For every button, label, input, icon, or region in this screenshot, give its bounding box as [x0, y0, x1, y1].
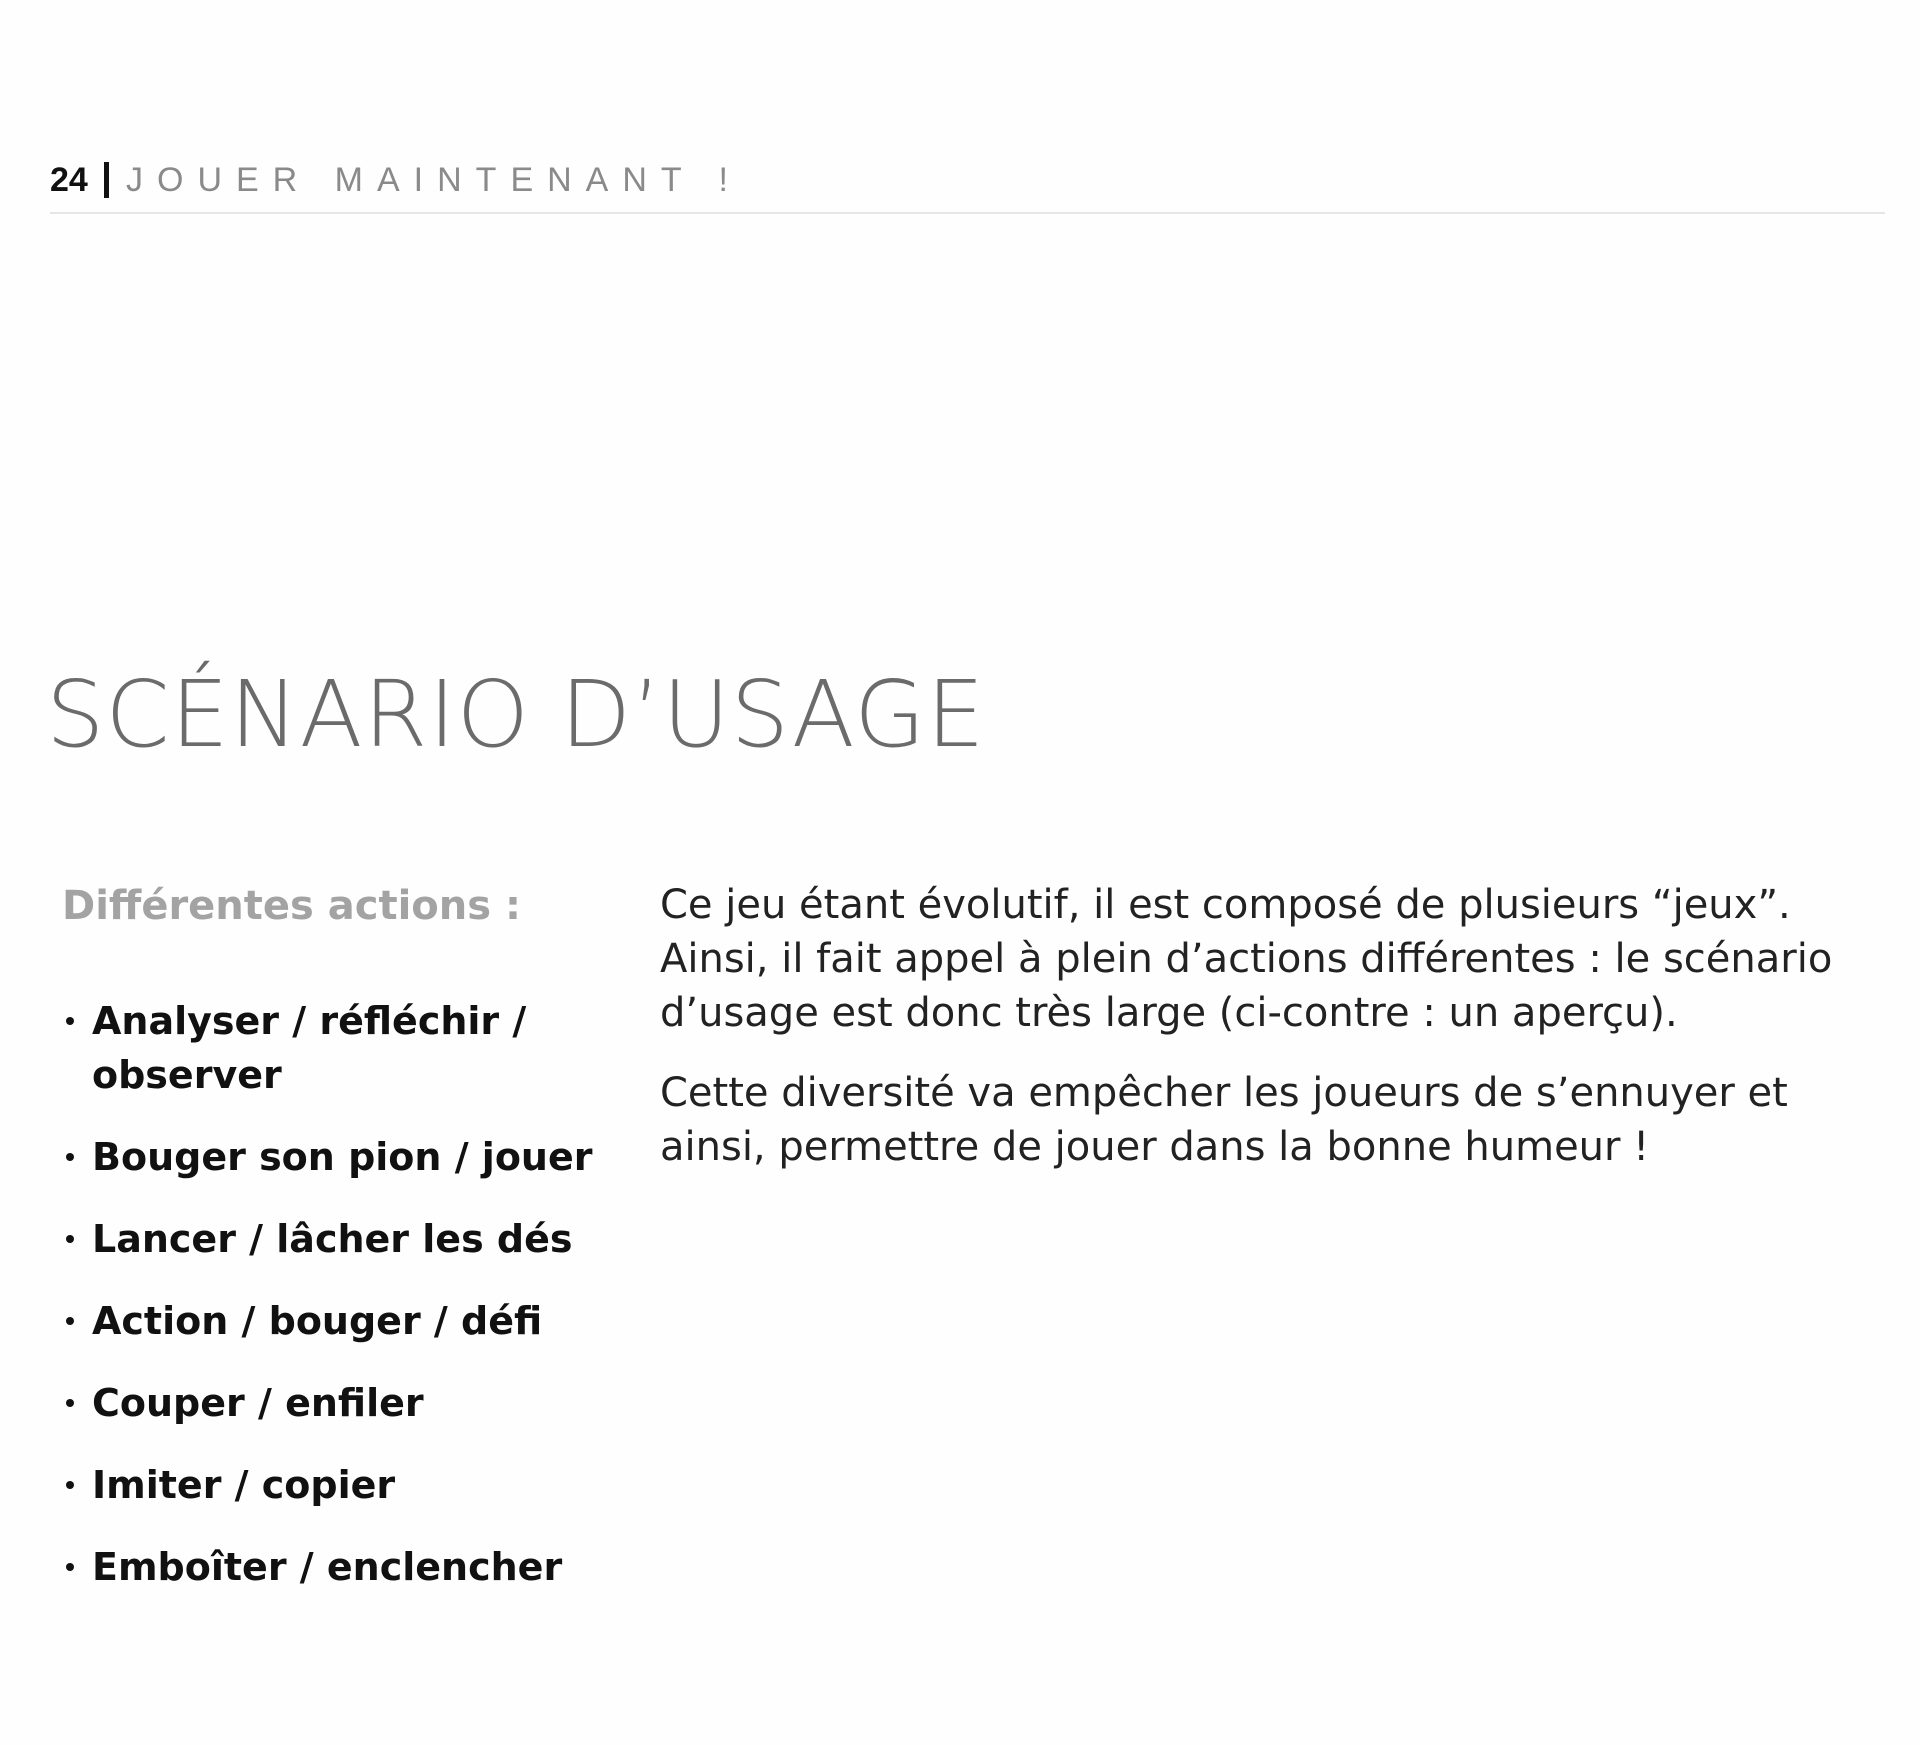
- page-header: [50, 160, 1885, 214]
- list-item: [62, 1540, 602, 1594]
- page-title: SCÉNARIO D’USAGE: [46, 661, 986, 768]
- action-label: Lancer / lâcher les dés: [92, 1217, 573, 1261]
- header-separator: [104, 162, 109, 198]
- list-item: [62, 1458, 602, 1512]
- list-item: [62, 1130, 602, 1184]
- list-item: [62, 1376, 602, 1430]
- actions-list: [62, 994, 602, 1622]
- page-number: 24: [50, 161, 88, 199]
- action-label: Bouger son pion / jouer: [92, 1135, 593, 1179]
- description: [660, 878, 1890, 1200]
- bullet-icon: [66, 1153, 74, 1161]
- bullet-icon: [66, 1317, 74, 1325]
- action-label: Imiter / copier: [92, 1463, 396, 1507]
- action-label: Analyser / réfléchir / observer: [92, 999, 527, 1097]
- list-item: [62, 1294, 602, 1348]
- list-item: [62, 1212, 602, 1266]
- section-title: JOUER MAINTENANT !: [126, 161, 742, 199]
- bullet-icon: [66, 1563, 74, 1571]
- action-label: Action / bouger / défi: [92, 1299, 543, 1343]
- bullet-icon: [66, 1399, 74, 1407]
- action-label: Couper / enfiler: [92, 1381, 424, 1425]
- action-label: Emboîter / enclencher: [92, 1545, 563, 1589]
- list-item: [62, 994, 602, 1102]
- description-paragraph: Ce jeu étant évolutif, il est composé de plusieurs “jeux”. Ainsi, il fait appel à plein d’actions différentes : le scénario d’usage est donc très large (ci-contre : un aperçu).: [660, 882, 1833, 1036]
- bullet-icon: [66, 1017, 74, 1025]
- bullet-icon: [66, 1481, 74, 1489]
- actions-heading: Différentes actions :: [62, 883, 521, 929]
- bullet-icon: [66, 1235, 74, 1243]
- description-paragraph: Cette diversité va empêcher les joueurs de s’ennuyer et ainsi, permettre de jouer dans la bonne humeur !: [660, 1070, 1788, 1170]
